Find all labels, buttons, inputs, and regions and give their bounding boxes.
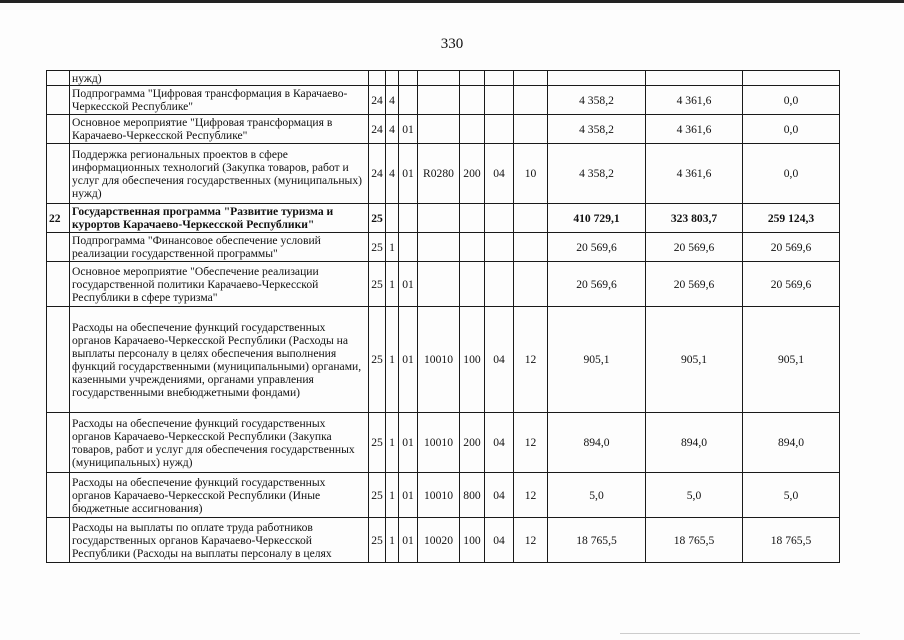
row-number xyxy=(47,413,70,473)
code-expense-type: 200 xyxy=(460,144,485,204)
budget-table xyxy=(46,70,840,563)
code-direction: 10010 xyxy=(418,307,460,413)
code-program: 25 xyxy=(369,473,386,518)
code-direction: 10010 xyxy=(418,473,460,518)
code-direction xyxy=(418,204,460,233)
amount-year-1: 410 729,1 xyxy=(548,204,646,233)
code-expense-type xyxy=(460,86,485,115)
code-subsection: 12 xyxy=(514,413,548,473)
code-program xyxy=(369,71,386,86)
amount-year-2: 20 569,6 xyxy=(646,233,743,262)
code-program: 24 xyxy=(369,144,386,204)
code-event: 01 xyxy=(399,262,418,307)
code-subprogram: 4 xyxy=(386,86,399,115)
code-expense-type: 200 xyxy=(460,413,485,473)
row-number xyxy=(47,86,70,115)
code-event xyxy=(399,71,418,86)
row-name: Расходы на выплаты по оплате труда работников государственных органов Карачаево-Черкесской Республики (Расходы на выплаты персоналу в целях xyxy=(70,518,369,563)
row-name: Государственная программа "Развитие туризма и курортов Карачаево-Черкесской Республики" xyxy=(70,204,369,233)
code-expense-type xyxy=(460,204,485,233)
code-subprogram: 1 xyxy=(386,473,399,518)
row-name: Основное мероприятие "Обеспечение реализации государственной политики Карачаево-Черкесской Республики в сфере туризма" xyxy=(70,262,369,307)
amount-year-3: 0,0 xyxy=(743,86,840,115)
row-name: Подпрограмма "Финансовое обеспечение условий реализации государственной программы" xyxy=(70,233,369,262)
amount-year-2: 4 361,6 xyxy=(646,115,743,144)
amount-year-3 xyxy=(743,71,840,86)
amount-year-2: 905,1 xyxy=(646,307,743,413)
code-subsection xyxy=(514,86,548,115)
code-subprogram: 1 xyxy=(386,307,399,413)
table-row xyxy=(47,473,840,518)
amount-year-2: 20 569,6 xyxy=(646,262,743,307)
amount-year-3: 0,0 xyxy=(743,144,840,204)
amount-year-3: 894,0 xyxy=(743,413,840,473)
amount-year-2: 4 361,6 xyxy=(646,144,743,204)
table-body xyxy=(47,71,840,563)
row-name: Поддержка региональных проектов в сфере информационных технологий (Закупка товаров, работ и услуг для обеспечения государственных (муниципальных) нужд) xyxy=(70,144,369,204)
amount-year-2: 894,0 xyxy=(646,413,743,473)
table-row xyxy=(47,204,840,233)
table-row xyxy=(47,413,840,473)
row-number xyxy=(47,71,70,86)
table-row xyxy=(47,518,840,563)
code-expense-type: 100 xyxy=(460,307,485,413)
code-subsection xyxy=(514,233,548,262)
top-border-line xyxy=(0,0,904,3)
code-subprogram: 1 xyxy=(386,262,399,307)
amount-year-1: 20 569,6 xyxy=(548,233,646,262)
code-section xyxy=(485,262,514,307)
amount-year-1: 18 765,5 xyxy=(548,518,646,563)
table-row xyxy=(47,86,840,115)
code-section: 04 xyxy=(485,413,514,473)
amount-year-3: 18 765,5 xyxy=(743,518,840,563)
code-direction xyxy=(418,71,460,86)
code-subprogram: 1 xyxy=(386,413,399,473)
code-subprogram: 1 xyxy=(386,518,399,563)
row-name: Подпрограмма "Цифровая трансформация в Карачаево-Черкесской Республике" xyxy=(70,86,369,115)
code-section xyxy=(485,204,514,233)
code-expense-type xyxy=(460,262,485,307)
code-expense-type xyxy=(460,115,485,144)
code-subprogram xyxy=(386,204,399,233)
code-program: 25 xyxy=(369,518,386,563)
amount-year-2: 4 361,6 xyxy=(646,86,743,115)
amount-year-3: 0,0 xyxy=(743,115,840,144)
code-event: 01 xyxy=(399,144,418,204)
amount-year-1: 905,1 xyxy=(548,307,646,413)
code-expense-type xyxy=(460,233,485,262)
table-row xyxy=(47,144,840,204)
code-event xyxy=(399,233,418,262)
code-section: 04 xyxy=(485,473,514,518)
row-number: 22 xyxy=(47,204,70,233)
code-section xyxy=(485,86,514,115)
code-direction: R0280 xyxy=(418,144,460,204)
amount-year-1: 20 569,6 xyxy=(548,262,646,307)
code-event: 01 xyxy=(399,115,418,144)
row-name: Расходы на обеспечение функций государственных органов Карачаево-Черкесской Республики (Закупка товаров, работ и услуг для обеспечения государственных (муниципальных) нужд) xyxy=(70,413,369,473)
code-section: 04 xyxy=(485,144,514,204)
row-number xyxy=(47,473,70,518)
code-direction xyxy=(418,233,460,262)
scan-artifact-line xyxy=(620,633,860,634)
amount-year-2: 5,0 xyxy=(646,473,743,518)
code-expense-type: 100 xyxy=(460,518,485,563)
amount-year-3: 905,1 xyxy=(743,307,840,413)
code-subprogram: 4 xyxy=(386,115,399,144)
amount-year-3: 20 569,6 xyxy=(743,233,840,262)
code-subprogram xyxy=(386,71,399,86)
code-section: 04 xyxy=(485,307,514,413)
code-direction xyxy=(418,115,460,144)
row-number xyxy=(47,233,70,262)
code-expense-type: 800 xyxy=(460,473,485,518)
code-program: 25 xyxy=(369,413,386,473)
row-name: Основное мероприятие "Цифровая трансформация в Карачаево-Черкесской Республике" xyxy=(70,115,369,144)
row-name: Расходы на обеспечение функций государственных органов Карачаево-Черкесской Республики (Иные бюджетные ассигнования) xyxy=(70,473,369,518)
code-expense-type xyxy=(460,71,485,86)
code-program: 24 xyxy=(369,115,386,144)
row-number xyxy=(47,518,70,563)
code-subprogram: 1 xyxy=(386,233,399,262)
code-direction: 10010 xyxy=(418,413,460,473)
table-row xyxy=(47,71,840,86)
code-program: 25 xyxy=(369,233,386,262)
code-subsection: 10 xyxy=(514,144,548,204)
code-subsection xyxy=(514,262,548,307)
code-section: 04 xyxy=(485,518,514,563)
code-direction xyxy=(418,262,460,307)
code-event: 01 xyxy=(399,413,418,473)
row-name: нужд) xyxy=(70,71,369,86)
code-section xyxy=(485,115,514,144)
row-name: Расходы на обеспечение функций государственных органов Карачаево-Черкесской Республики (Расходы на выплаты персоналу в целях обеспечения выполнения функций государственными (муниципальными) органами, казенными учреждениями, органами управления государственными внебюджетными фондами) xyxy=(70,307,369,413)
code-program: 25 xyxy=(369,307,386,413)
code-direction xyxy=(418,86,460,115)
code-event xyxy=(399,204,418,233)
code-event xyxy=(399,86,418,115)
code-subsection xyxy=(514,71,548,86)
table-row xyxy=(47,115,840,144)
code-section xyxy=(485,71,514,86)
amount-year-2: 323 803,7 xyxy=(646,204,743,233)
code-section xyxy=(485,233,514,262)
code-subsection: 12 xyxy=(514,307,548,413)
row-number xyxy=(47,115,70,144)
code-subsection xyxy=(514,115,548,144)
amount-year-3: 259 124,3 xyxy=(743,204,840,233)
code-subprogram: 4 xyxy=(386,144,399,204)
code-event: 01 xyxy=(399,473,418,518)
code-direction: 10020 xyxy=(418,518,460,563)
row-number xyxy=(47,144,70,204)
table-row xyxy=(47,233,840,262)
code-event: 01 xyxy=(399,518,418,563)
amount-year-3: 5,0 xyxy=(743,473,840,518)
page-number: 330 xyxy=(440,36,464,52)
table-row xyxy=(47,307,840,413)
amount-year-1: 4 358,2 xyxy=(548,86,646,115)
row-number xyxy=(47,262,70,307)
code-subsection xyxy=(514,204,548,233)
code-subsection: 12 xyxy=(514,518,548,563)
code-event: 01 xyxy=(399,307,418,413)
amount-year-3: 20 569,6 xyxy=(743,262,840,307)
amount-year-1: 894,0 xyxy=(548,413,646,473)
amount-year-2 xyxy=(646,71,743,86)
code-program: 25 xyxy=(369,204,386,233)
amount-year-1 xyxy=(548,71,646,86)
table-row xyxy=(47,262,840,307)
amount-year-1: 4 358,2 xyxy=(548,144,646,204)
amount-year-2: 18 765,5 xyxy=(646,518,743,563)
amount-year-1: 4 358,2 xyxy=(548,115,646,144)
code-subsection: 12 xyxy=(514,473,548,518)
amount-year-1: 5,0 xyxy=(548,473,646,518)
code-program: 25 xyxy=(369,262,386,307)
code-program: 24 xyxy=(369,86,386,115)
row-number xyxy=(47,307,70,413)
